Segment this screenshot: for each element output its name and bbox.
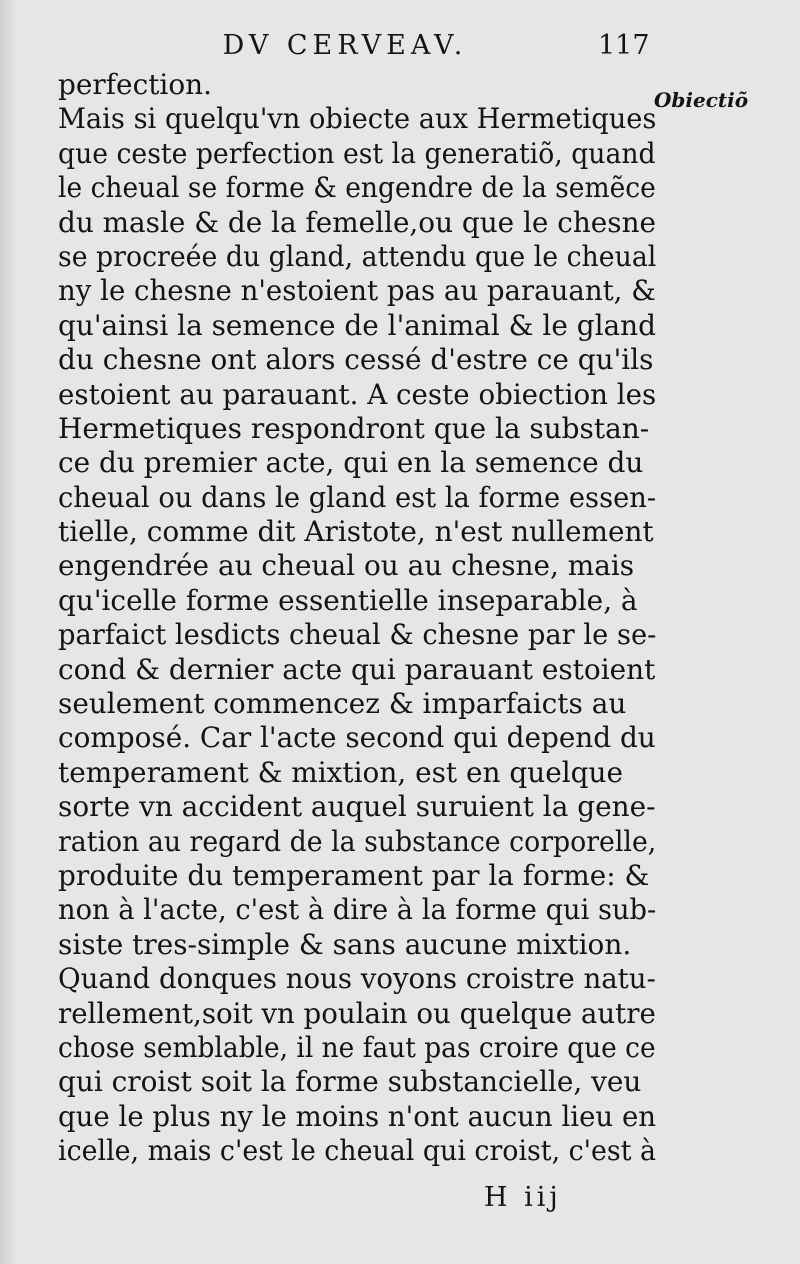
text-line: icelle, mais c'est le cheual qui croist, c'est à [58, 1134, 656, 1168]
text-line: chose semblable, il ne faut pas croire que ce [58, 1030, 656, 1064]
text-line: non à l'acte, c'est à dire à la forme qui sub- [58, 893, 657, 927]
text-line: sorte vn accident auquel suruient la gene- [58, 790, 656, 824]
text-line: seulement commencez & imparfaicts au [58, 687, 627, 721]
text-line: temperament & mixtion, est en quelque [58, 755, 624, 789]
text-line: cheual ou dans le gland est la forme essen- [58, 480, 657, 514]
page-edge-shadow [0, 0, 18, 1264]
text-line: engendrée au cheual ou au chesne, mais [58, 549, 635, 583]
text-line: du masle & de la femelle,ou que le chesne [58, 205, 657, 239]
body-text [58, 68, 658, 1169]
text-line: tielle, comme dit Aristote, n'est nullement [58, 515, 654, 549]
text-line: Quand donques nous voyons croistre natu- [58, 962, 656, 996]
text-line: que ceste perfection est la generatiõ, quand [58, 136, 656, 170]
page-number: 117 [598, 30, 650, 61]
margin-note: Obiectiõ [654, 88, 749, 112]
text-line: perfection. [58, 68, 212, 101]
signature-mark: H iij [484, 1182, 562, 1213]
text-line: ny le chesne n'estoient pas au parauant, & [58, 274, 656, 308]
text-line: le cheual se forme & engendre de la semẽce [58, 171, 656, 205]
running-head: DV CERVEAV. [222, 30, 468, 61]
text-line: ration au regard de la substance corporelle, [58, 824, 657, 858]
text-line: composé. Car l'acte second qui depend du [58, 721, 656, 755]
text-line: estoient au parauant. A ceste obiection les [58, 377, 657, 411]
text-line: produite du temperament par la forme: & [58, 858, 650, 892]
text-line: Hermetiques respondront que la substan- [58, 411, 650, 445]
text-line: siste tres-simple & sans aucune mixtion. [58, 927, 632, 961]
text-line: que le plus ny le moins n'ont aucun lieu en [58, 1099, 657, 1133]
text-line: qu'icelle forme essentielle inseparable, à [58, 583, 638, 617]
text-line: qu'ainsi la semence de l'animal & le gland [58, 308, 656, 342]
text-line: cond & dernier acte qui parauant estoient [58, 652, 656, 686]
text-line: qui croist soit la forme substancielle, veu [58, 1065, 642, 1099]
text-line: du chesne ont alors cessé d'estre ce qu'ils [58, 343, 654, 377]
text-line: parfaict lesdicts cheual & chesne par le se- [58, 618, 657, 652]
text-line: rellement,soit vn poulain ou quelque autre [58, 996, 656, 1030]
text-line: Mais si quelqu'vn obiecte aux Hermetiques [58, 102, 657, 136]
text-line: ce du premier acte, qui en la semence du [58, 446, 644, 480]
text-line: se procreée du gland, attendu que le cheual [58, 239, 657, 273]
